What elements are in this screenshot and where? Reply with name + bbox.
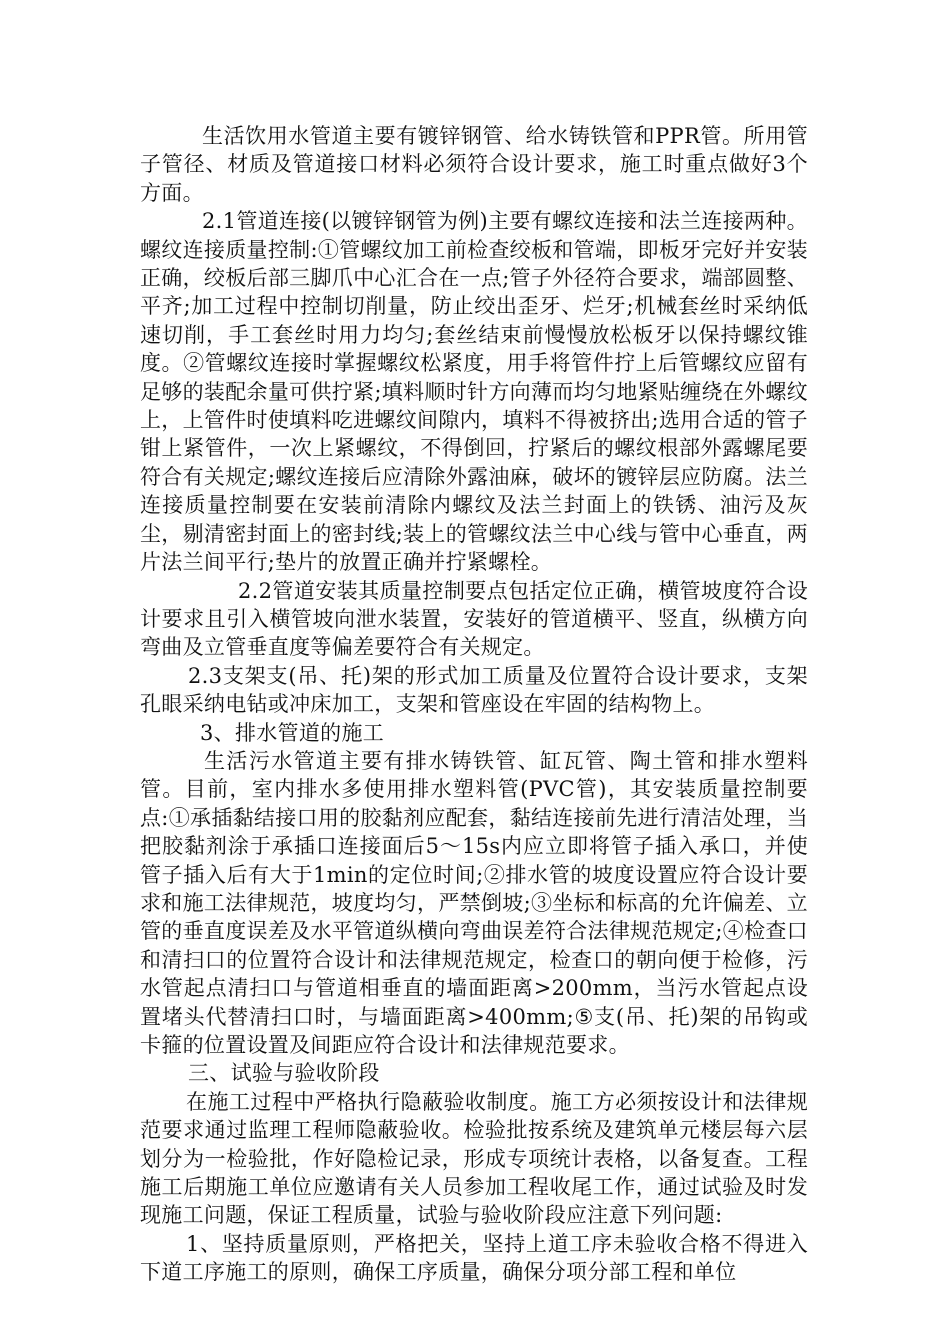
heading-drainage-construction: 3、排水管道的施工 — [200, 720, 385, 745]
paragraph-quality-principle: 1、坚持质量原则，严格把关，坚持上道工序未验收合格不得进入下道工序施工的原则，确保工序质量，确保分项分部工程和单位 — [140, 1231, 808, 1285]
paragraph-2-3: 2.3支架支(吊、托)架的形式加工质量及位置符合设计要求，支架孔眼采纳电钻或冲床加工，支架和管座设在牢固的结构物上。 — [140, 663, 808, 717]
paragraph-testing: 在施工过程中严格执行隐蔽验收制度。施工方必须按设计和法律规范要求通过监理工程师隐蔽验收。检验批按系统及建筑单元楼层每六层划分为一检验批，作好隐检记录，形成专项统计表格，以备复查。工程施工后期施工单位应邀请有关人员参加工程收尾工作，通过试验及时发现施工问题，保证工程质量，试验与验收阶段应注意下列问题: — [140, 1089, 808, 1228]
heading-testing-acceptance: 三、试验与验收阶段 — [188, 1061, 380, 1086]
paragraph-drainage: 生活污水管道主要有排水铸铁管、缸瓦管、陶土管和排水塑料管。目前，室内排水多使用排水塑料管(PVC管)，其安装质量控制要点:①承插黏结接口用的胶黏剂应配套，黏结连接前先进行清洁处理，当把胶黏剂涂于承插口连接面后5～15s内应立即将管子插入承口，并使管子插入后有大于1min的定位时间;②排水管的坡度设置应符合设计要求和施工法律规范，坡度均匀，严禁倒坡;③坐标和标高的允许偏差、立管的垂直度误差及水平管道纵横向弯曲误差符合法律规范规定;④检查口和清扫口的位置符合设计和法律规范规定，检查口的朝向便于检修，污水管起点清扫口与管道相垂直的墙面距离>200mm，当污水管起点设置堵头代替清扫口时，与墙面距离>400mm;⑤支(吊、托)架的吊钩或卡箍的位置设置及间距应符合设计和法律规范要求。 — [140, 748, 808, 1057]
paragraph-2-2: 2.2管道安装其质量控制要点包括定位正确，横管坡度符合设计要求且引入横管坡向泄水装置，安装好的管道横平、竖直，纵横方向弯曲及立管垂直度等偏差要符合有关规定。 — [140, 578, 808, 660]
paragraph-intro: 生活饮用水管道主要有镀锌钢管、给水铸铁管和PPR管。所用管子管径、材质及管道接口材料必须符合设计要求，施工时重点做好3个方面。 — [140, 124, 808, 205]
paragraph-2-1: 2.1管道连接(以镀锌钢管为例)主要有螺纹连接和法兰连接两种。螺纹连接质量控制:①管螺纹加工前检查绞板和管端，即板牙完好并安装正确，绞板后部三脚爪中心汇合在一点;管子外径符合要求，端部圆整、平齐;加工过程中控制切削量，防止绞出歪牙、烂牙;机械套丝时采纳低速切削，手工套丝时用力均匀;套丝结束前慢慢放松板牙以保持螺纹锥度。②管螺纹连接时掌握螺纹松紧度，用手将管件拧上后管螺纹应留有足够的装配余量可供拧紧;填料顺时针方向薄而均匀地紧贴缠绕在外螺纹上，上管件时使填料吃进螺纹间隙内，填料不得被挤出;选用合适的管子钳上紧管件，一次上紧螺纹，不得倒回，拧紧后的螺纹根部外露螺尾要符合有关规定;螺纹连接后应清除外露油麻，破坏的镀锌层应防腐。法兰连接质量控制要在安装前清除内螺纹及法兰封面上的铁锈、油污及灰尘，剔清密封面上的密封线;装上的管螺纹法兰中心线与管中心垂直，两片法兰间平行;垫片的放置正确并拧紧螺栓。 — [140, 209, 808, 575]
document-body — [140, 122, 808, 1287]
